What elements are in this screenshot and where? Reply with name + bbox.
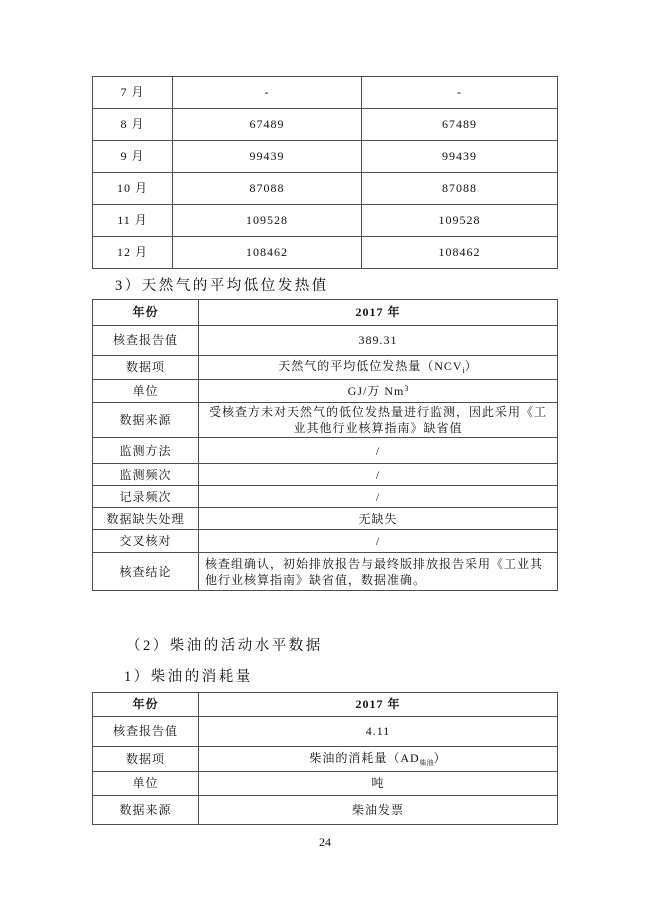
row-value: 受核查方未对天然气的低位发热量进行监测，因此采用《工业其他行业核算指南》缺省值: [199, 403, 558, 438]
row-value: [199, 747, 558, 772]
row-value: /: [199, 486, 558, 508]
table-row: [93, 403, 558, 438]
row-value: /: [199, 464, 558, 486]
row-value: 核查组确认，初始排放报告与最终版排放报告采用《工业其他行业核算指南》缺省值，数据准确。: [199, 553, 558, 591]
row-value: 2017 年: [199, 693, 558, 717]
data-item-text: ）: [433, 750, 447, 765]
table-row: [93, 237, 558, 269]
table-row: [93, 796, 558, 825]
row-value: 吨: [199, 772, 558, 796]
table-row: [93, 326, 558, 356]
row-value: /: [199, 530, 558, 553]
subsection-heading-diesel-consumption: 1）柴油的消耗量: [124, 669, 253, 685]
value-cell: -: [173, 77, 362, 109]
row-label: 数据来源: [93, 796, 199, 825]
row-label: 核查报告值: [93, 326, 199, 356]
row-value: 4.11: [199, 717, 558, 747]
row-label: 数据项: [93, 356, 199, 380]
table-row: [93, 380, 558, 403]
row-label: 监测频次: [93, 464, 199, 486]
month-cell: 9 月: [93, 141, 173, 173]
table-row: [93, 464, 558, 486]
row-label: 记录频次: [93, 486, 199, 508]
table-row: [93, 141, 558, 173]
row-label: 数据缺失处理: [93, 508, 199, 530]
row-value: 柴油发票: [199, 796, 558, 825]
table-row: [93, 693, 558, 717]
row-value: [199, 356, 558, 380]
row-label: 年份: [93, 300, 199, 326]
month-cell: 10 月: [93, 173, 173, 205]
section-heading-diesel-activity: （2）柴油的活动水平数据: [126, 638, 323, 654]
data-item-text: ）: [464, 359, 478, 374]
table-row: [93, 300, 558, 326]
row-label: 年份: [93, 693, 199, 717]
table-row: [93, 109, 558, 141]
row-value: [199, 380, 558, 403]
table-row: [93, 438, 558, 464]
data-item-text: 天然气的平均低位发热量（NCV: [278, 359, 463, 374]
diesel-consumption-table: [92, 692, 558, 825]
table-row: [93, 747, 558, 772]
table-row: [93, 486, 558, 508]
month-cell: 7 月: [93, 77, 173, 109]
section-heading-natural-gas-ncv: 3）天然气的平均低位发热值: [115, 278, 329, 294]
row-label: 交叉核对: [93, 530, 199, 553]
table-row: [93, 508, 558, 530]
row-label: 数据项: [93, 747, 199, 772]
value-cell: 99439: [173, 141, 362, 173]
value-cell: 108462: [173, 237, 362, 269]
unit-text: GJ/万 Nm: [347, 383, 405, 398]
table-row: [93, 530, 558, 553]
table-row: [93, 717, 558, 747]
row-value: 2017 年: [199, 300, 558, 326]
natural-gas-ncv-table: [92, 299, 558, 591]
row-label: 单位: [93, 772, 199, 796]
table-row: [93, 77, 558, 109]
table-row: [93, 173, 558, 205]
data-item-text: 柴油的消耗量（AD: [309, 750, 420, 765]
table-row: [93, 205, 558, 237]
data-item-subscript: 柴油: [419, 758, 434, 767]
value-cell: 67489: [173, 109, 362, 141]
row-label: 核查结论: [93, 553, 199, 591]
row-label: 核查报告值: [93, 717, 199, 747]
month-cell: 11 月: [93, 205, 173, 237]
row-label: 监测方法: [93, 438, 199, 464]
table-row: [93, 356, 558, 380]
value-cell: 87088: [362, 173, 558, 205]
value-cell: 87088: [173, 173, 362, 205]
row-value: 389.31: [199, 326, 558, 356]
table-row: [93, 772, 558, 796]
value-cell: -: [362, 77, 558, 109]
unit-superscript: 3: [404, 383, 409, 393]
monthly-values-table: [92, 76, 558, 269]
value-cell: 109528: [362, 205, 558, 237]
row-label: 单位: [93, 380, 199, 403]
table-row: [93, 553, 558, 591]
value-cell: 109528: [173, 205, 362, 237]
row-label: 数据来源: [93, 403, 199, 438]
month-cell: 8 月: [93, 109, 173, 141]
data-item-subscript: i: [462, 366, 465, 376]
row-value: /: [199, 438, 558, 464]
value-cell: 67489: [362, 109, 558, 141]
value-cell: 99439: [362, 141, 558, 173]
page-number: 24: [319, 835, 331, 849]
month-cell: 12 月: [93, 237, 173, 269]
row-value: 无缺失: [199, 508, 558, 530]
value-cell: 108462: [362, 237, 558, 269]
